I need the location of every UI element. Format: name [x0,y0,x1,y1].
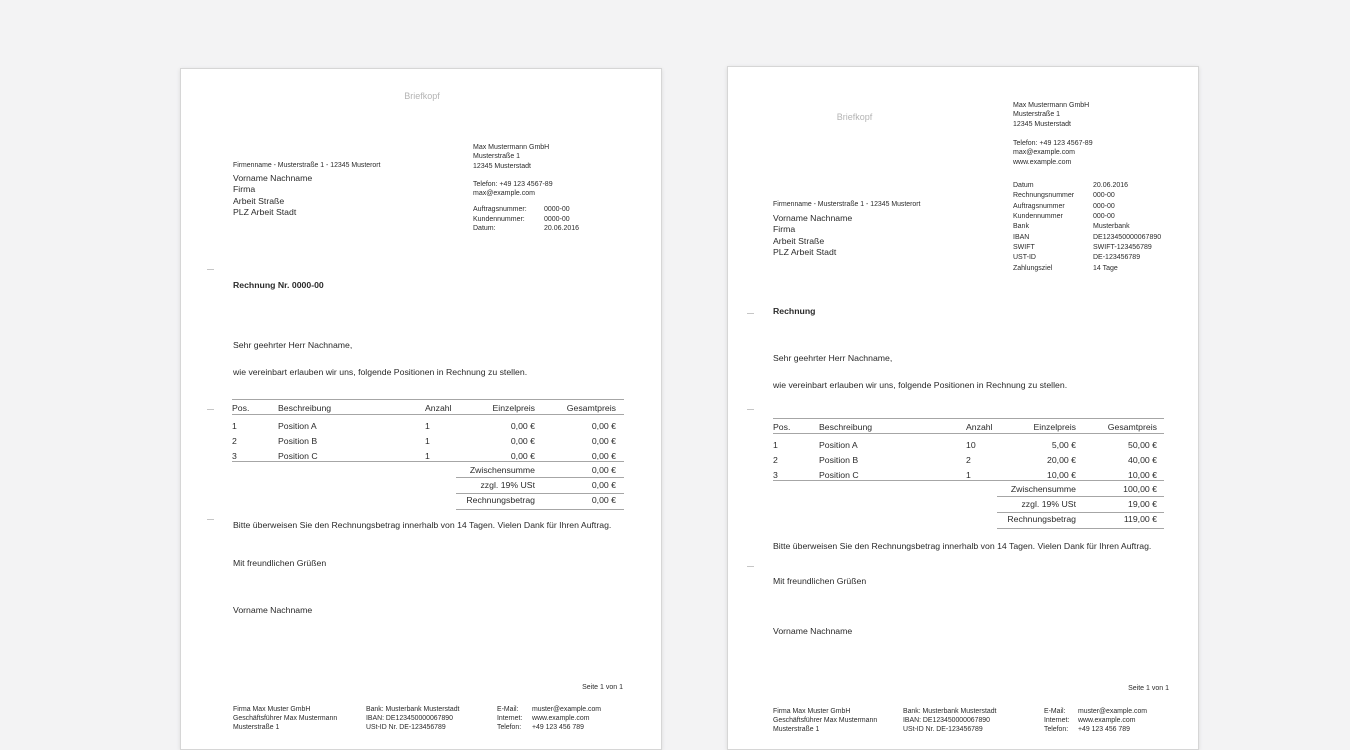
invoice-info-row [1013,264,1161,274]
table-rule [773,418,1164,419]
recipient-company: Firma [773,224,796,235]
footer-line: IBAN: DE123450000067890 [366,714,453,722]
sender-company-street: Musterstraße 1 [473,153,521,161]
cell-pos: 3 [232,451,237,461]
footer-line: +49 123 456 789 [1078,725,1130,733]
sender-contact-block [1013,139,1093,167]
grand-total-row [232,495,624,507]
order-info-row [473,224,579,234]
table-rule [232,461,624,462]
cell-unit: 0,00 € [510,436,535,446]
invoice-info-block [1013,181,1161,274]
table-rule [997,528,1164,529]
cell-unit: 10,00 € [1047,470,1076,480]
footer-line: muster@example.com [532,706,602,713]
footer-line: Internet: [497,714,523,722]
footer-line: www.example.com [532,714,590,722]
footer-line: Telefon: [497,723,522,731]
footer-company-column [773,708,877,734]
recipient-name: Vorname Nachname [233,173,313,183]
invoice-info-row [1013,253,1161,263]
cell-qty: 1 [425,451,430,461]
footer-bank-column [366,706,459,732]
cell-unit: 20,00 € [1047,455,1076,465]
order-info-row [473,205,579,215]
recipient-city: PLZ Arbeit Stadt [773,246,837,257]
footer-line: muster@example.com [1078,708,1148,715]
invoice-info-value: 000-00 [1093,192,1115,200]
invoice-info-label: Kundennummer [1013,213,1063,221]
header-desc: Beschreibung [819,422,873,432]
intro-text: wie vereinbart erlauben wir uns, folgende Positionen in Rechnung zu stellen. [773,380,1068,390]
header-qty: Anzahl [425,403,452,413]
invoice-info-value: DE123450000067890 [1093,233,1162,241]
cell-total: 0,00 € [591,421,616,431]
invoice-title: Rechnung [773,306,816,316]
cell-qty: 1 [425,421,430,431]
salutation: Sehr geehrter Herr Nachname, [773,353,893,363]
cell-total: 0,00 € [591,436,616,446]
footer-contact-values [1078,708,1147,734]
grand-total-label: Rechnungsbetrag [1007,514,1076,524]
table-row [232,436,624,448]
cell-unit: 0,00 € [510,451,535,461]
recipient-address-block [773,213,852,258]
invoice-info-label: Auftragsnummer [1013,202,1065,210]
footer-line: IBAN: DE123450000067890 [903,716,990,724]
order-info-value: 0000-00 [544,215,570,223]
cell-total: 0,00 € [591,451,616,461]
page-number: Seite 1 von 1 [1128,685,1169,692]
vat-row [773,499,1164,511]
recipient-address-block [233,173,312,218]
cell-qty: 10 [966,440,976,450]
cell-pos: 3 [773,470,778,480]
cell-desc: Position C [819,470,859,480]
invoice-page-2 [727,66,1199,750]
fold-mark [747,313,754,314]
regards-text: Mit freundlichen Grüßen [233,558,327,568]
sender-website: www.example.com [1013,158,1072,166]
order-info-label: Datum: [473,225,496,233]
sender-email: max@example.com [1013,149,1075,157]
invoice-info-row [1013,243,1161,253]
regards-text: Mit freundlichen Grüßen [773,576,867,586]
footer-contact-labels [1044,708,1069,734]
recipient-street: Arbeit Straße [233,195,285,206]
recipient-company: Firma [233,184,256,195]
footer-line: USt-ID Nr. DE-123456789 [903,725,983,733]
order-info-value: 0000-00 [544,206,570,213]
recipient-city: PLZ Arbeit Stadt [233,206,297,217]
center-mark [207,409,214,410]
grand-total-row [773,514,1164,526]
table-rule [997,512,1164,513]
table-rule [456,493,624,494]
center-mark [747,409,754,410]
sender-company-name: Max Mustermann GmbH [1013,102,1090,109]
cell-qty: 2 [966,455,971,465]
vat-value: 19,00 € [1128,499,1157,509]
table-rule [997,496,1164,497]
invoice-page-1 [180,68,662,750]
fold-mark [747,566,754,567]
positions-table [232,399,624,514]
positions-table [773,418,1164,533]
cell-total: 50,00 € [1128,440,1157,450]
cell-qty: 1 [425,436,430,446]
invoice-info-row [1013,181,1161,191]
footer-line: E-Mail: [1044,708,1066,715]
cell-pos: 1 [773,440,778,450]
subtotal-row [232,465,624,477]
cell-total: 40,00 € [1128,455,1157,465]
footer-line: +49 123 456 789 [532,723,584,731]
invoice-info-value: 000-00 [1093,202,1115,210]
sender-phone: Telefon: +49 123 4567-89 [1013,140,1093,147]
sender-phone: Telefon: +49 123 4567-89 [473,181,553,188]
cell-desc: Position C [278,451,318,461]
invoice-info-value: DE-123456789 [1093,254,1141,262]
grand-total-value: 0,00 € [591,495,616,505]
invoice-info-label: Rechnungsnummer [1013,192,1075,200]
cell-desc: Position B [278,436,318,446]
header-qty: Anzahl [966,422,993,432]
sender-company-block [473,143,549,171]
salutation: Sehr geehrter Herr Nachname, [233,340,353,350]
payment-note: Bitte überweisen Sie den Rechnungsbetrag innerhalb von 14 Tagen. Vielen Dank für Ihren Auftrag. [773,541,1152,551]
payment-note: Bitte überweisen Sie den Rechnungsbetrag innerhalb von 14 Tagen. Vielen Dank für Ihren Auftrag. [233,520,612,530]
order-info-block [473,205,579,234]
footer-line: Firma Max Muster GmbH [773,708,851,715]
sender-email: max@example.com [473,190,535,198]
sender-company-city: 12345 Musterstadt [1013,120,1071,128]
order-info-value: 20.06.2016 [544,225,580,233]
cell-desc: Position A [278,421,317,431]
invoice-info-row [1013,191,1161,201]
table-rule [773,480,1164,481]
cell-desc: Position B [819,455,859,465]
header-desc: Beschreibung [278,403,332,413]
grand-total-value: 119,00 € [1123,514,1157,524]
intro-text: wie vereinbart erlauben wir uns, folgende Positionen in Rechnung zu stellen. [233,367,528,377]
table-rule [456,509,624,510]
footer-line: www.example.com [1078,716,1136,724]
invoice-info-row [1013,222,1161,232]
sender-company-block [1013,101,1089,129]
cell-pos: 2 [232,436,237,446]
header-total: Gesamtpreis [566,403,616,413]
sender-company-street: Musterstraße 1 [1013,111,1061,119]
cell-unit: 0,00 € [510,421,535,431]
order-info-row [473,215,579,225]
cell-total: 10,00 € [1128,470,1157,480]
footer-line: Bank: Musterbank Musterstadt [366,706,460,713]
invoice-info-value: 000-00 [1093,213,1115,221]
sender-return-address-line: Firmenname - Musterstraße 1 - 12345 Musterort [773,201,921,208]
sender-company-name: Max Mustermann GmbH [473,144,550,151]
vat-value: 0,00 € [591,480,616,490]
footer-line: USt-ID Nr. DE-123456789 [366,723,446,731]
footer-line: Bank: Musterbank Musterstadt [903,708,997,715]
invoice-info-value: SWIFT-123456789 [1093,244,1152,252]
invoice-info-label: Bank [1013,223,1029,231]
footer-line: Musterstraße 1 [773,725,820,733]
footer-company-column [233,706,337,732]
vat-label: zzgl. 19% USt [1021,499,1076,509]
table-row [773,455,1164,467]
invoice-info-value: Musterbank [1093,223,1130,231]
subtotal-label: Zwischensumme [469,465,535,475]
invoice-info-label: Zahlungsziel [1013,264,1053,272]
footer-line: Geschäftsführer Max Mustermann [773,716,878,724]
footer-line: Telefon: [1044,725,1069,733]
sender-contact-block [473,180,553,199]
sender-company-city: 12345 Musterstadt [473,162,531,170]
table-row [773,440,1164,452]
recipient-street: Arbeit Straße [773,235,825,246]
footer-line: E-Mail: [497,706,519,713]
invoice-info-row [1013,202,1161,212]
order-info-label: Kundennummer: [473,215,525,223]
table-rule [232,414,624,415]
grand-total-label: Rechnungsbetrag [466,495,535,505]
subtotal-label: Zwischensumme [1010,484,1076,494]
footer-line: Firma Max Muster GmbH [233,706,311,713]
signature-name: Vorname Nachname [233,605,313,615]
footer-line: Internet: [1044,716,1070,724]
invoice-info-value: 20.06.2016 [1093,182,1129,189]
footer-line: Musterstraße 1 [233,723,280,731]
table-row [232,421,624,433]
footer-contact-values [532,706,601,732]
invoice-info-label: SWIFT [1013,244,1035,252]
subtotal-value: 100,00 € [1123,484,1157,494]
invoice-title: Rechnung Nr. 0000-00 [233,280,324,290]
table-rule [232,399,624,400]
invoice-info-row [1013,233,1161,243]
invoice-info-label: UST-ID [1013,254,1036,262]
footer-bank-column [903,708,996,734]
header-unit: Einzelpreis [492,403,535,413]
cell-pos: 1 [232,421,237,431]
table-rule [456,477,624,478]
cell-qty: 1 [966,470,971,480]
subtotal-row [773,484,1164,496]
letterhead-placeholder: Briefkopf [404,91,440,101]
header-total: Gesamtpreis [1107,422,1157,432]
header-pos: Pos. [773,422,791,432]
invoice-info-value: 14 Tage [1093,264,1118,272]
cell-desc: Position A [819,440,858,450]
order-info-label: Auftragsnummer: [473,206,527,213]
invoice-info-label: Datum [1013,182,1034,189]
fold-mark [207,269,214,270]
letterhead-placeholder: Briefkopf [836,112,873,122]
subtotal-value: 0,00 € [591,465,616,475]
header-pos: Pos. [232,403,250,413]
vat-row [232,480,624,492]
vat-label: zzgl. 19% USt [480,480,535,490]
cell-unit: 5,00 € [1051,440,1076,450]
signature-name: Vorname Nachname [773,626,853,636]
cell-pos: 2 [773,455,778,465]
page-number: Seite 1 von 1 [582,684,623,691]
sender-return-address-line: Firmenname - Musterstraße 1 - 12345 Musterort [233,162,381,169]
header-unit: Einzelpreis [1033,422,1076,432]
invoice-info-label: IBAN [1013,233,1030,241]
footer-contact-labels [497,706,522,732]
invoice-info-row [1013,212,1161,222]
fold-mark [207,519,214,520]
recipient-name: Vorname Nachname [773,213,853,223]
footer-line: Geschäftsführer Max Mustermann [233,714,338,722]
table-rule [773,433,1164,434]
